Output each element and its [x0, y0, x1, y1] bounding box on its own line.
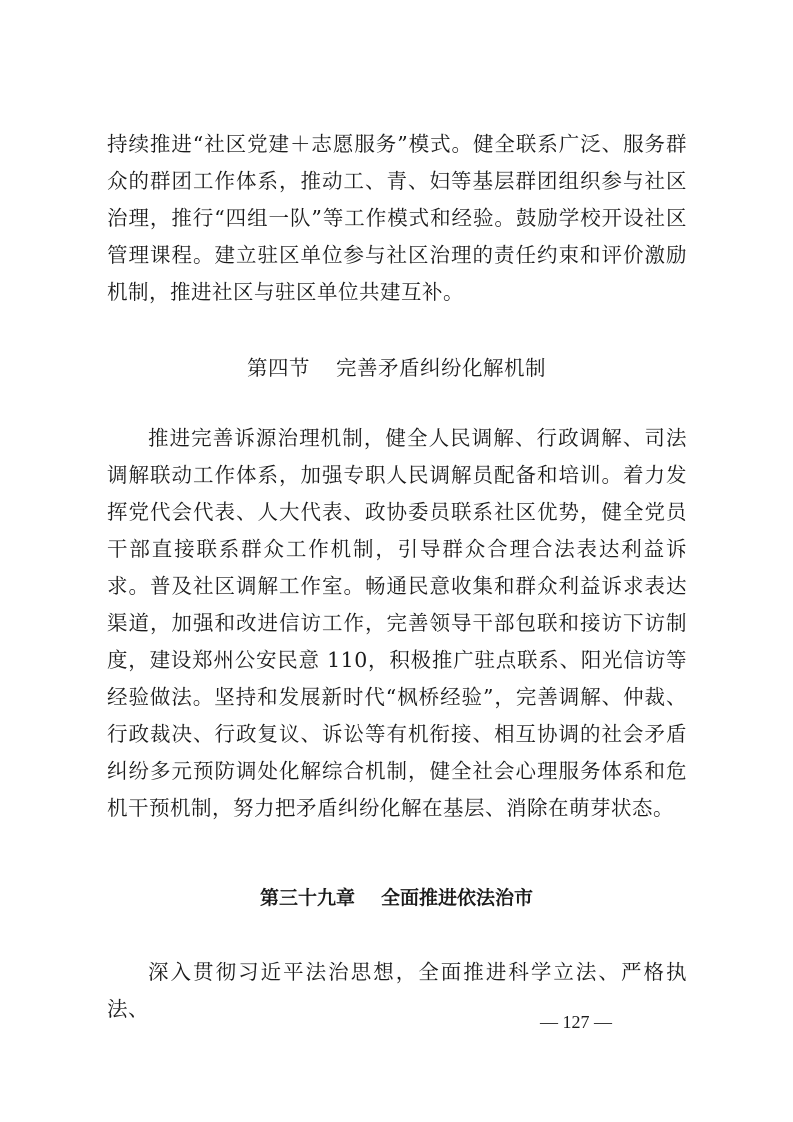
page-number: — 127 —: [540, 1012, 612, 1032]
section-title: 完善矛盾纠纷化解机制: [336, 356, 546, 380]
chapter-number: 第三十九章: [259, 887, 355, 909]
section-heading: [0, 353, 793, 383]
paragraph-dispute-resolution: 推进完善诉源治理机制，健全人民调解、行政调解、司法调解联动工作体系，加强专职人民调解员配备和培训。着力发挥党代会代表、人大代表、政协委员联系社区优势，健全党员干部直接联系群众工作机制，引导群众合理合法表达利益诉求。普及社区调解工作室。畅通民意收集和群众利益诉求表达渠道，加强和改进信访工作，完善领导干部包联和接访下访制度，建设郑州公安民意 110，积极推广驻点联系、阳光信访等经验做法。坚持和发展新时代“枫桥经验”，完善调解、仲裁、行政裁决、行政复议、诉讼等有机衔接、相互协调的社会矛盾纠纷多元预防调处化解综合机制，健全社会心理服务体系和危机干预机制，努力把矛盾纠纷化解在基层、消除在萌芽状态。: [107, 426, 687, 820]
chapter-heading: [0, 883, 793, 913]
paragraph-rule-of-law: 深入贯彻习近平法治思想，全面推进科学立法、严格执法、: [107, 960, 687, 1021]
section-number: 第四节: [247, 356, 310, 380]
paragraph-community-governance: 持续推进“社区党建＋志愿服务”模式。健全联系广泛、服务群众的群团工作体系，推动工、青、妇等基层群团组织参与社区治理，推行“四组一队”等工作模式和经验。鼓励学校开设社区管理课程。建立驻区单位参与社区治理的责任约束和评价激励机制，推进社区与驻区单位共建互补。: [107, 132, 687, 304]
chapter-title: 全面推进依法治市: [381, 887, 534, 909]
